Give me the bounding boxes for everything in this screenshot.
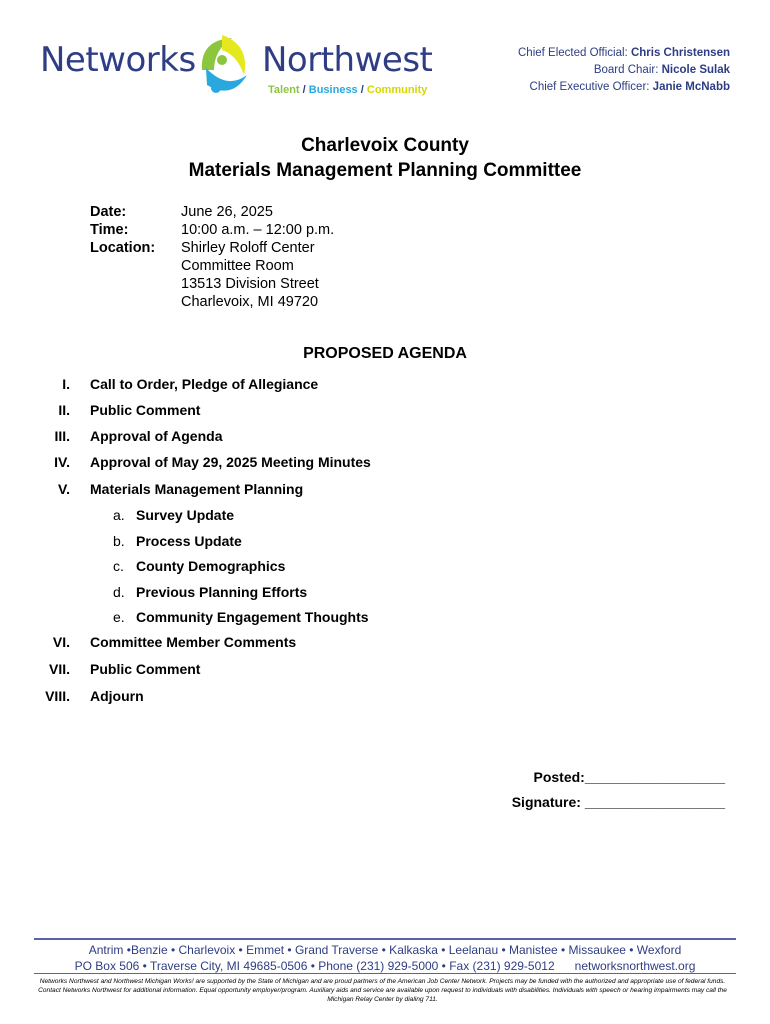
agenda-item-text: Approval of Agenda (90, 428, 223, 444)
website-link[interactable]: networksnorthwest.org (574, 959, 696, 973)
agenda-item-number: VIII. (45, 688, 70, 704)
logo-text-networks: Networks (40, 40, 196, 80)
agenda-item-text: Materials Management Planning (90, 481, 304, 497)
footer-divider-bottom (34, 973, 736, 974)
agenda-item-number: I. (62, 376, 70, 392)
official-board-chair: Board Chair: Nicole Sulak (593, 64, 730, 76)
agenda-subitem-letter: c. (113, 558, 124, 574)
agenda-item-text: Public Comment (90, 661, 201, 677)
title-county: Charlevoix County (301, 135, 469, 156)
footer-disclaimer: Networks Northwest and Northwest Michigan Works! are supported by the State of Michigan and are proud partners of the American Job Center Network. Projects may be funded with the authorized and appropriate use of federal funds. Contact Networks Northwest for additional information. Equal opportunity employer/program. Auxiliary aids and service are available upon request to individuals with disabilities. Individuals with speech or hearing impairments may call the Michigan Relay Center by dialing 711. (38, 978, 727, 1003)
agenda-item-number: VII. (48, 661, 70, 677)
meeting-location: Shirley Roloff Center (181, 240, 315, 256)
agenda-subitem-letter: a. (113, 507, 125, 523)
agenda-subitem-text: Survey Update (136, 507, 235, 523)
footer-address: PO Box 506 • Traverse City, MI 49685-0506 • Phone (231) 929-5000 • Fax (231) 929-5012 (74, 959, 555, 973)
agenda-subitem-text: Community Engagement Thoughts (136, 609, 369, 625)
title-committee: Materials Management Planning Committee (188, 160, 582, 181)
meeting-date: June 26, 2025 (181, 204, 273, 220)
agenda-heading: PROPOSED AGENDA (303, 345, 467, 362)
meeting-labels: Date: Time: Location: (90, 204, 156, 256)
agenda-item-number: III. (54, 428, 70, 444)
tagline-community: Community (366, 84, 428, 96)
tagline-business: Business (308, 84, 358, 96)
agenda-item-number: V. (58, 481, 70, 497)
meeting-time: 10:00 a.m. – 12:00 p.m. (181, 222, 335, 238)
officials-list (500, 45, 730, 96)
agenda-item-text: Committee Member Comments (90, 634, 297, 650)
page-title (0, 133, 770, 183)
agenda-item-number: VI. (52, 634, 70, 650)
agenda-item-text: Call to Order, Pledge of Allegiance (90, 376, 319, 392)
agenda-subitem-letter: d. (113, 583, 125, 600)
agenda-subitem-text: Previous Planning Efforts (136, 583, 308, 600)
footer-divider-top (34, 938, 736, 940)
official-chief-elected: Chief Elected Official: Chris Christensen (518, 47, 730, 59)
official-ceo: Chief Executive Officer: Janie McNabb (529, 81, 730, 93)
posted-line: Posted:__________________ (533, 769, 725, 785)
footer-contact (30, 942, 740, 974)
agenda-item-text: Approval of May 29, 2025 Meeting Minutes (90, 454, 371, 470)
agenda-subitem-text: Process Update (136, 532, 242, 549)
agenda-subitem-letter: b. (113, 532, 125, 549)
agenda-item-number: II. (58, 402, 70, 418)
agenda-item-number: IV. (54, 454, 70, 470)
meeting-details: June 26, 2025 10:00 a.m. – 12:00 p.m. Shirley Roloff Center Committee Room 13513 Division Street Charlevoix, MI 49720 (181, 204, 335, 310)
signature-line: Signature: __________________ (511, 794, 725, 810)
agenda-item-text: Public Comment (90, 402, 201, 418)
agenda-subitem-text: County Demographics (136, 558, 286, 574)
logo-text-northwest: Northwest (262, 40, 433, 80)
signoff (512, 765, 725, 815)
agenda-subitem-letter: e. (113, 609, 125, 625)
footer-counties: Antrim •Benzie • Charlevoix • Emmet • Grand Traverse • Kalkaska • Leelanau • Manistee • Missaukee • Wexford (88, 943, 682, 957)
agenda-item-text: Adjourn (90, 688, 144, 704)
tagline-talent: Talent (268, 84, 300, 96)
logo-tagline: Talent / Business / Community (268, 84, 428, 96)
logo-mark-icon (192, 30, 252, 98)
